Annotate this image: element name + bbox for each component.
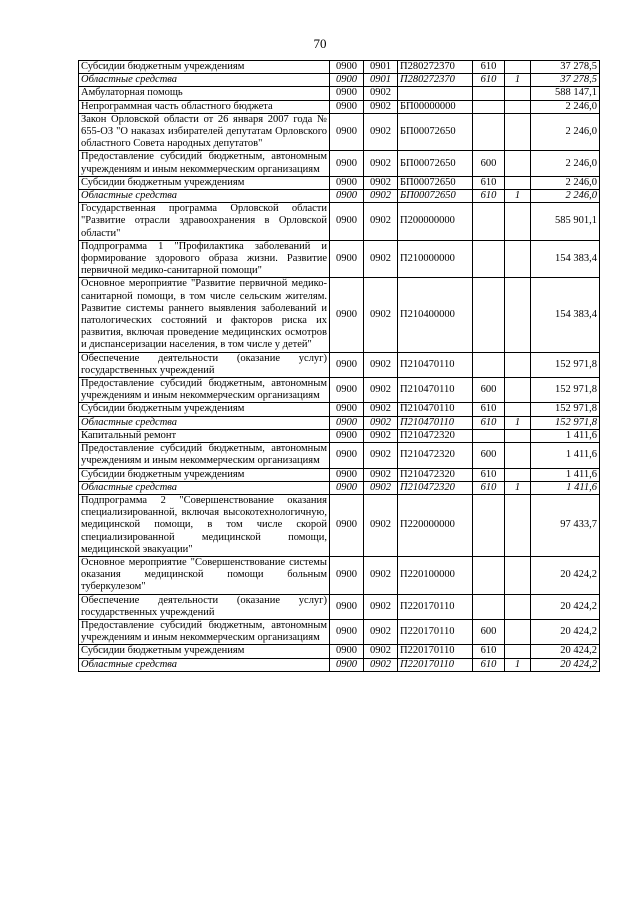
funding-source-cell: 1 xyxy=(505,74,531,87)
subsection-code-cell: 0902 xyxy=(364,378,398,403)
subsection-code-cell: 0902 xyxy=(364,240,398,278)
funding-source-cell xyxy=(505,645,531,658)
funding-source-cell: 1 xyxy=(505,416,531,429)
funding-source-cell xyxy=(505,352,531,377)
section-code-cell: 0900 xyxy=(330,658,364,671)
section-code-cell: 0900 xyxy=(330,403,364,416)
item-name-cell: Предоставление субсидий бюджетным, автономным учреждениям и иным некоммерческим организациям xyxy=(79,151,330,176)
table-row xyxy=(79,151,600,176)
funding-source-cell xyxy=(505,176,531,189)
amount-cell: 2 246,0 xyxy=(531,190,600,203)
section-code-cell: 0900 xyxy=(330,151,364,176)
section-code-cell: 0900 xyxy=(330,61,364,74)
amount-cell: 97 433,7 xyxy=(531,494,600,556)
funding-source-cell xyxy=(505,100,531,113)
expense-type-cell: 600 xyxy=(473,378,505,403)
expense-type-cell: 610 xyxy=(473,468,505,481)
table-row xyxy=(79,190,600,203)
table-row xyxy=(79,494,600,556)
target-article-cell: П210470110 xyxy=(398,403,473,416)
subsection-code-cell: 0902 xyxy=(364,203,398,241)
funding-source-cell xyxy=(505,278,531,352)
table-row xyxy=(79,481,600,494)
amount-cell: 1 411,6 xyxy=(531,481,600,494)
table-row xyxy=(79,240,600,278)
item-name-cell: Областные средства xyxy=(79,658,330,671)
table-row xyxy=(79,203,600,241)
funding-source-cell xyxy=(505,87,531,100)
item-name-cell: Субсидии бюджетным учреждениям xyxy=(79,403,330,416)
item-name-cell: Основное мероприятие "Развитие первичной медико-санитарной помощи, в том числе сельским жителям. Развитие системы раннего выявления заболеваний и патологических состояний и факторов риска их развития, включая проведение медицинских осмотров и диспансеризации населения, в том числе у детей" xyxy=(79,278,330,352)
section-code-cell: 0900 xyxy=(330,494,364,556)
funding-source-cell: 1 xyxy=(505,190,531,203)
table-row xyxy=(79,416,600,429)
section-code-cell: 0900 xyxy=(330,113,364,151)
target-article-cell: П200000000 xyxy=(398,203,473,241)
section-code-cell: 0900 xyxy=(330,416,364,429)
expense-type-cell: 610 xyxy=(473,61,505,74)
item-name-cell: Предоставление субсидий бюджетным, автономным учреждениям и иным некоммерческим организациям xyxy=(79,443,330,468)
table-row xyxy=(79,556,600,594)
table-row xyxy=(79,468,600,481)
target-article-cell: П220100000 xyxy=(398,556,473,594)
amount-cell: 2 246,0 xyxy=(531,113,600,151)
section-code-cell: 0900 xyxy=(330,203,364,241)
subsection-code-cell: 0902 xyxy=(364,645,398,658)
funding-source-cell xyxy=(505,240,531,278)
funding-source-cell xyxy=(505,619,531,644)
table-row xyxy=(79,61,600,74)
target-article-cell: П280272370 xyxy=(398,74,473,87)
expense-type-cell: 610 xyxy=(473,645,505,658)
expense-type-cell: 610 xyxy=(473,658,505,671)
item-name-cell: Областные средства xyxy=(79,190,330,203)
section-code-cell: 0900 xyxy=(330,190,364,203)
target-article-cell: П210400000 xyxy=(398,278,473,352)
funding-source-cell xyxy=(505,594,531,619)
funding-source-cell: 1 xyxy=(505,481,531,494)
subsection-code-cell: 0902 xyxy=(364,278,398,352)
target-article-cell: П210470110 xyxy=(398,378,473,403)
item-name-cell: Амбулаторная помощь xyxy=(79,87,330,100)
section-code-cell: 0900 xyxy=(330,619,364,644)
subsection-code-cell: 0901 xyxy=(364,61,398,74)
target-article-cell: БП00000000 xyxy=(398,100,473,113)
subsection-code-cell: 0902 xyxy=(364,594,398,619)
expense-type-cell: 610 xyxy=(473,176,505,189)
amount-cell: 37 278,5 xyxy=(531,74,600,87)
table-row xyxy=(79,619,600,644)
table-row xyxy=(79,74,600,87)
item-name-cell: Капитальный ремонт xyxy=(79,429,330,442)
amount-cell: 152 971,8 xyxy=(531,416,600,429)
item-name-cell: Закон Орловской области от 26 января 2007 года № 655-ОЗ "О наказах избирателей депутатам Орловского областного Совета народных депутатов" xyxy=(79,113,330,151)
target-article-cell: П210472320 xyxy=(398,468,473,481)
target-article-cell: П220000000 xyxy=(398,494,473,556)
subsection-code-cell: 0902 xyxy=(364,87,398,100)
target-article-cell: П210472320 xyxy=(398,443,473,468)
item-name-cell: Субсидии бюджетным учреждениям xyxy=(79,176,330,189)
budget-table-body xyxy=(79,61,600,672)
table-row xyxy=(79,429,600,442)
section-code-cell: 0900 xyxy=(330,87,364,100)
target-article-cell: П210472320 xyxy=(398,481,473,494)
expense-type-cell: 600 xyxy=(473,619,505,644)
item-name-cell: Субсидии бюджетным учреждениям xyxy=(79,645,330,658)
target-article-cell: П210472320 xyxy=(398,429,473,442)
funding-source-cell xyxy=(505,113,531,151)
section-code-cell: 0900 xyxy=(330,481,364,494)
funding-source-cell xyxy=(505,468,531,481)
section-code-cell: 0900 xyxy=(330,443,364,468)
amount-cell: 2 246,0 xyxy=(531,151,600,176)
section-code-cell: 0900 xyxy=(330,240,364,278)
amount-cell: 152 971,8 xyxy=(531,352,600,377)
expense-type-cell: 610 xyxy=(473,74,505,87)
subsection-code-cell: 0902 xyxy=(364,352,398,377)
funding-source-cell xyxy=(505,61,531,74)
target-article-cell: П220170110 xyxy=(398,594,473,619)
target-article-cell xyxy=(398,87,473,100)
table-row xyxy=(79,594,600,619)
item-name-cell: Предоставление субсидий бюджетным, автономным учреждениям и иным некоммерческим организациям xyxy=(79,378,330,403)
page-number: 70 xyxy=(313,36,327,51)
target-article-cell: П220170110 xyxy=(398,658,473,671)
amount-cell: 1 411,6 xyxy=(531,468,600,481)
expense-type-cell: 600 xyxy=(473,443,505,468)
funding-source-cell xyxy=(505,203,531,241)
item-name-cell: Областные средства xyxy=(79,74,330,87)
subsection-code-cell: 0902 xyxy=(364,416,398,429)
subsection-code-cell: 0902 xyxy=(364,100,398,113)
amount-cell: 154 383,4 xyxy=(531,278,600,352)
target-article-cell: БП00072650 xyxy=(398,113,473,151)
funding-source-cell xyxy=(505,494,531,556)
amount-cell: 2 246,0 xyxy=(531,176,600,189)
expense-type-cell xyxy=(473,556,505,594)
table-row xyxy=(79,378,600,403)
target-article-cell: БП00072650 xyxy=(398,151,473,176)
budget-table xyxy=(78,60,600,672)
amount-cell: 20 424,2 xyxy=(531,556,600,594)
amount-cell: 588 147,1 xyxy=(531,87,600,100)
amount-cell: 152 971,8 xyxy=(531,403,600,416)
amount-cell: 2 246,0 xyxy=(531,100,600,113)
table-row xyxy=(79,658,600,671)
section-code-cell: 0900 xyxy=(330,100,364,113)
expense-type-cell xyxy=(473,594,505,619)
funding-source-cell xyxy=(505,429,531,442)
amount-cell: 20 424,2 xyxy=(531,619,600,644)
target-article-cell: П210470110 xyxy=(398,352,473,377)
subsection-code-cell: 0902 xyxy=(364,443,398,468)
item-name-cell: Областные средства xyxy=(79,481,330,494)
subsection-code-cell: 0902 xyxy=(364,556,398,594)
target-article-cell: П280272370 xyxy=(398,61,473,74)
item-name-cell: Субсидии бюджетным учреждениям xyxy=(79,61,330,74)
amount-cell: 1 411,6 xyxy=(531,443,600,468)
target-article-cell: П220170110 xyxy=(398,645,473,658)
subsection-code-cell: 0902 xyxy=(364,151,398,176)
subsection-code-cell: 0902 xyxy=(364,619,398,644)
target-article-cell: БП00072650 xyxy=(398,190,473,203)
section-code-cell: 0900 xyxy=(330,378,364,403)
item-name-cell: Непрограммная часть областного бюджета xyxy=(79,100,330,113)
table-row xyxy=(79,176,600,189)
item-name-cell: Обеспечение деятельности (оказание услуг) государственных учреждений xyxy=(79,352,330,377)
target-article-cell: П210470110 xyxy=(398,416,473,429)
section-code-cell: 0900 xyxy=(330,278,364,352)
funding-source-cell xyxy=(505,378,531,403)
table-row xyxy=(79,352,600,377)
amount-cell: 1 411,6 xyxy=(531,429,600,442)
expense-type-cell xyxy=(473,494,505,556)
item-name-cell: Основное мероприятие "Совершенствование системы оказания медицинской помощи больным туберкулезом" xyxy=(79,556,330,594)
subsection-code-cell: 0902 xyxy=(364,176,398,189)
section-code-cell: 0900 xyxy=(330,176,364,189)
section-code-cell: 0900 xyxy=(330,468,364,481)
item-name-cell: Государственная программа Орловской области "Развитие отрасли здравоохранения в Орловской области" xyxy=(79,203,330,241)
subsection-code-cell: 0902 xyxy=(364,190,398,203)
item-name-cell: Предоставление субсидий бюджетным, автономным учреждениям и иным некоммерческим организациям xyxy=(79,619,330,644)
item-name-cell: Областные средства xyxy=(79,416,330,429)
funding-source-cell: 1 xyxy=(505,658,531,671)
expense-type-cell: 610 xyxy=(473,190,505,203)
section-code-cell: 0900 xyxy=(330,556,364,594)
expense-type-cell: 610 xyxy=(473,481,505,494)
amount-cell: 20 424,2 xyxy=(531,658,600,671)
expense-type-cell xyxy=(473,87,505,100)
expense-type-cell xyxy=(473,429,505,442)
expense-type-cell xyxy=(473,113,505,151)
subsection-code-cell: 0902 xyxy=(364,658,398,671)
funding-source-cell xyxy=(505,556,531,594)
expense-type-cell xyxy=(473,278,505,352)
amount-cell: 20 424,2 xyxy=(531,645,600,658)
expense-type-cell: 600 xyxy=(473,151,505,176)
amount-cell: 20 424,2 xyxy=(531,594,600,619)
item-name-cell: Подпрограмма 1 "Профилактика заболеваний и формирование здорового образа жизни. Развитие первичной медико-санитарной помощи" xyxy=(79,240,330,278)
funding-source-cell xyxy=(505,403,531,416)
target-article-cell: БП00072650 xyxy=(398,176,473,189)
table-row xyxy=(79,113,600,151)
expense-type-cell: 610 xyxy=(473,416,505,429)
subsection-code-cell: 0902 xyxy=(364,481,398,494)
section-code-cell: 0900 xyxy=(330,645,364,658)
table-row xyxy=(79,645,600,658)
expense-type-cell: 610 xyxy=(473,403,505,416)
subsection-code-cell: 0902 xyxy=(364,494,398,556)
subsection-code-cell: 0901 xyxy=(364,74,398,87)
expense-type-cell xyxy=(473,203,505,241)
amount-cell: 585 901,1 xyxy=(531,203,600,241)
table-row xyxy=(79,403,600,416)
section-code-cell: 0900 xyxy=(330,594,364,619)
item-name-cell: Обеспечение деятельности (оказание услуг) государственных учреждений xyxy=(79,594,330,619)
subsection-code-cell: 0902 xyxy=(364,113,398,151)
target-article-cell: П220170110 xyxy=(398,619,473,644)
section-code-cell: 0900 xyxy=(330,74,364,87)
funding-source-cell xyxy=(505,443,531,468)
section-code-cell: 0900 xyxy=(330,429,364,442)
table-row xyxy=(79,278,600,352)
item-name-cell: Подпрограмма 2 "Совершенствование оказания специализированной, включая высокотехнологичную, медицинской помощи, в том числе скорой специализированной медицинской помощи, медицинской эвакуации" xyxy=(79,494,330,556)
expense-type-cell xyxy=(473,100,505,113)
amount-cell: 152 971,8 xyxy=(531,378,600,403)
expense-type-cell xyxy=(473,240,505,278)
item-name-cell: Субсидии бюджетным учреждениям xyxy=(79,468,330,481)
amount-cell: 154 383,4 xyxy=(531,240,600,278)
expense-type-cell xyxy=(473,352,505,377)
funding-source-cell xyxy=(505,151,531,176)
table-row xyxy=(79,443,600,468)
table-row xyxy=(79,87,600,100)
subsection-code-cell: 0902 xyxy=(364,468,398,481)
target-article-cell: П210000000 xyxy=(398,240,473,278)
subsection-code-cell: 0902 xyxy=(364,403,398,416)
subsection-code-cell: 0902 xyxy=(364,429,398,442)
amount-cell: 37 278,5 xyxy=(531,61,600,74)
section-code-cell: 0900 xyxy=(330,352,364,377)
table-row xyxy=(79,100,600,113)
